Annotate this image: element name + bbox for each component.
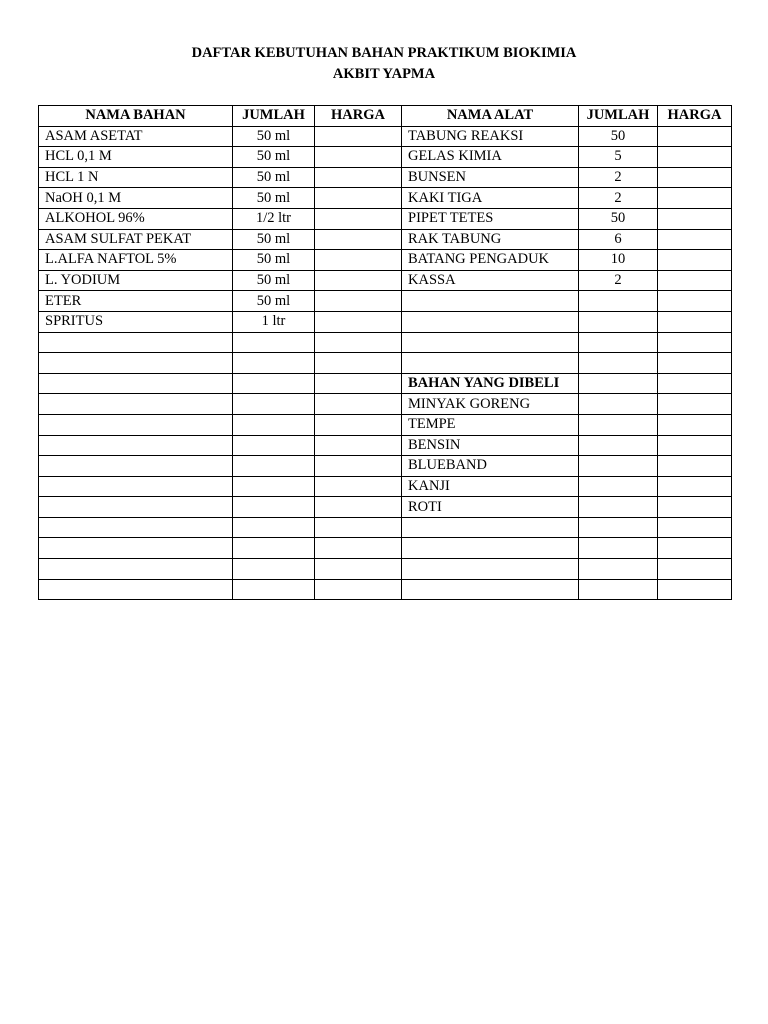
alat-harga	[658, 167, 732, 188]
bahan-jumlah: 50 ml	[233, 291, 315, 312]
bahan-dibeli-heading: BAHAN YANG DIBELI	[402, 373, 579, 394]
alat-nama	[402, 311, 579, 332]
bahan-harga	[315, 311, 402, 332]
header-nama-alat: NAMA ALAT	[402, 106, 579, 127]
alat-harga	[658, 208, 732, 229]
alat-jumlah: 2	[579, 167, 658, 188]
bahan-harga	[315, 250, 402, 271]
alat-nama: RAK TABUNG	[402, 229, 579, 250]
table-row	[39, 476, 732, 497]
table-row	[39, 291, 732, 312]
table-row	[39, 229, 732, 250]
table-row-empty	[39, 517, 732, 538]
dibeli-item: TEMPE	[402, 414, 579, 435]
alat-harga	[658, 250, 732, 271]
alat-harga	[658, 188, 732, 209]
table-row	[39, 497, 732, 518]
table-row	[39, 188, 732, 209]
dibeli-item: BLUEBAND	[402, 456, 579, 477]
bahan-harga	[315, 270, 402, 291]
bahan-nama: ASAM ASETAT	[39, 126, 233, 147]
bahan-jumlah: 50 ml	[233, 250, 315, 271]
alat-jumlah: 5	[579, 147, 658, 168]
bahan-jumlah: 50 ml	[233, 270, 315, 291]
alat-harga	[658, 147, 732, 168]
header-jumlah-bahan: JUMLAH	[233, 106, 315, 127]
table-row-empty	[39, 538, 732, 559]
bahan-nama: HCL 1 N	[39, 167, 233, 188]
header-harga-alat: HARGA	[658, 106, 732, 127]
bahan-nama: L.ALFA NAFTOL 5%	[39, 250, 233, 271]
alat-jumlah: 50	[579, 126, 658, 147]
bahan-nama: L. YODIUM	[39, 270, 233, 291]
table-row	[39, 394, 732, 415]
table-row-empty	[39, 332, 732, 353]
bahan-nama: ALKOHOL 96%	[39, 208, 233, 229]
supplies-table	[38, 105, 732, 600]
alat-nama	[402, 291, 579, 312]
bahan-nama: NaOH 0,1 M	[39, 188, 233, 209]
table-row	[39, 147, 732, 168]
bahan-nama: HCL 0,1 M	[39, 147, 233, 168]
header-nama-bahan: NAMA BAHAN	[39, 106, 233, 127]
dibeli-item: BENSIN	[402, 435, 579, 456]
bahan-jumlah: 50 ml	[233, 229, 315, 250]
alat-jumlah: 50	[579, 208, 658, 229]
table-row	[39, 373, 732, 394]
bahan-jumlah: 1/2 ltr	[233, 208, 315, 229]
alat-jumlah: 2	[579, 188, 658, 209]
alat-jumlah: 10	[579, 250, 658, 271]
table-row	[39, 126, 732, 147]
alat-nama: GELAS KIMIA	[402, 147, 579, 168]
alat-harga	[658, 126, 732, 147]
bahan-jumlah: 50 ml	[233, 188, 315, 209]
dibeli-item: KANJI	[402, 476, 579, 497]
table-row	[39, 456, 732, 477]
bahan-jumlah: 50 ml	[233, 147, 315, 168]
table-row	[39, 208, 732, 229]
table-row-empty	[39, 559, 732, 580]
bahan-nama: SPRITUS	[39, 311, 233, 332]
table-row-empty	[39, 579, 732, 600]
table-row	[39, 270, 732, 291]
table-row	[39, 250, 732, 271]
alat-nama: TABUNG REAKSI	[402, 126, 579, 147]
alat-nama: BUNSEN	[402, 167, 579, 188]
alat-jumlah: 6	[579, 229, 658, 250]
table-row	[39, 414, 732, 435]
table-header-row	[39, 106, 732, 127]
alat-harga	[658, 311, 732, 332]
bahan-harga	[315, 229, 402, 250]
dibeli-item: ROTI	[402, 497, 579, 518]
alat-nama: BATANG PENGADUK	[402, 250, 579, 271]
document-subtitle: AKBIT YAPMA	[332, 66, 436, 82]
table-row	[39, 311, 732, 332]
table-row-empty	[39, 353, 732, 374]
table-row	[39, 435, 732, 456]
alat-jumlah: 2	[579, 270, 658, 291]
header-jumlah-alat: JUMLAH	[579, 106, 658, 127]
bahan-jumlah: 50 ml	[233, 167, 315, 188]
alat-nama: PIPET TETES	[402, 208, 579, 229]
dibeli-item: MINYAK GORENG	[402, 394, 579, 415]
bahan-harga	[315, 126, 402, 147]
bahan-harga	[315, 188, 402, 209]
bahan-nama: ETER	[39, 291, 233, 312]
alat-harga	[658, 291, 732, 312]
alat-nama: KAKI TIGA	[402, 188, 579, 209]
bahan-harga	[315, 167, 402, 188]
bahan-nama: ASAM SULFAT PEKAT	[39, 229, 233, 250]
bahan-jumlah: 1 ltr	[233, 311, 315, 332]
alat-nama: KASSA	[402, 270, 579, 291]
table-row	[39, 167, 732, 188]
bahan-harga	[315, 147, 402, 168]
alat-jumlah	[579, 291, 658, 312]
alat-harga	[658, 270, 732, 291]
bahan-harga	[315, 208, 402, 229]
alat-harga	[658, 229, 732, 250]
document-title: DAFTAR KEBUTUHAN BAHAN PRAKTIKUM BIOKIMIA	[191, 45, 577, 61]
bahan-harga	[315, 291, 402, 312]
header-harga-bahan: HARGA	[315, 106, 402, 127]
bahan-jumlah: 50 ml	[233, 126, 315, 147]
alat-jumlah	[579, 311, 658, 332]
